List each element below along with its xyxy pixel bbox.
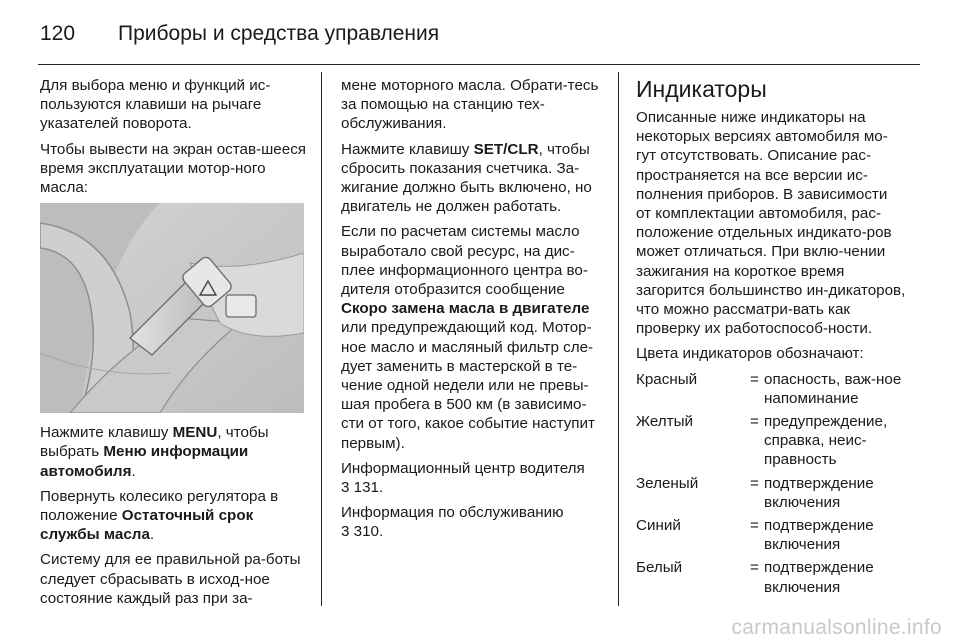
paragraph: Для выбора меню и функций ис-пользуются клавиши на рычаге указателей поворота.: [40, 77, 271, 133]
page-ref-link[interactable]: 3 131.: [341, 479, 384, 497]
paragraph: Нажмите клавишу MENU, чтобы выбрать Меню информации автомобиля.: [40, 424, 269, 480]
page-ref-link[interactable]: 3 310.: [341, 523, 384, 541]
paragraph: Чтобы вывести на экран остав-шееся время эксплуатации мотор-ного масла:: [40, 140, 307, 197]
display-message: Скоро замена масла в двигателе: [341, 300, 590, 318]
column-divider-1: [321, 72, 322, 606]
list-item: Белый = подтверждение включения: [636, 559, 874, 596]
list-item: Синий = подтверждение включения: [636, 517, 874, 554]
stalk-illustration: [40, 203, 304, 413]
key-set-clr: SET/CLR: [473, 140, 539, 158]
chapter-title: Приборы и средства управления: [118, 22, 440, 45]
stalk-button: [226, 295, 256, 317]
column-right: [636, 76, 906, 601]
header-rule: [38, 64, 920, 65]
key-menu: MENU: [172, 424, 218, 442]
column-left: [40, 76, 306, 614]
page-header: [40, 14, 439, 54]
paragraph: Систему для ее правильной ра-боты следует сбрасывать в исход-ное состояние каждый раз при за-: [40, 551, 301, 607]
column-divider-2: [618, 72, 619, 606]
cross-reference: Информация по обслуживанию 3 310.: [341, 504, 564, 541]
watermark: carmanualsonline.info: [731, 616, 942, 639]
column-middle: [341, 76, 605, 548]
paragraph: Описанные ниже индикаторы на некоторых версиях автомобиля мо-гут отсутствовать. Описание рас-пространяется на все версии ис-полнения приборов. В зависимости от комплектации автомобиля, рас-положение отдельных индикато-ров может отличаться. При вклю-чении зажигания на короткое время загорится большинство ин-дикаторов, что можно рассматри-вать как проверку их работоспособ-ности.: [636, 109, 906, 338]
paragraph: Нажмите клавишу SET/CLR, чтобы сбросить показания счетчика. За-жигание должно быть включено, но двигатель не должен работать.: [341, 140, 592, 216]
setting-name: Остаточный срок службы масла: [40, 507, 254, 544]
list-item: Зеленый = подтверждение включения: [636, 474, 874, 511]
list-item: Красный = опасность, важ-ное напоминание: [636, 370, 902, 407]
list-item: Желтый = предупреждение, справка, неис-правность: [636, 413, 888, 469]
indicator-color-list: [636, 370, 906, 597]
menu-name: Меню информации автомобиля: [40, 443, 249, 480]
paragraph: Если по расчетам системы масло выработало свой ресурс, на дис-плее информационного центра во-дителя отобразится сообщение Скоро замена масла в двигателе или предупреждающий код. Мотор-ное масло и масляный фильтр сле-дует заменить в мастерской в те-чение одной недели или не превы-шая пробега в 500 км (в зависимо-сти от того, какое событие наступит первым).: [341, 223, 595, 452]
paragraph: Цвета индикаторов обозначают:: [636, 345, 864, 363]
cross-reference: Информационный центр водителя 3 131.: [341, 459, 585, 497]
paragraph: Повернуть колесико регулятора в положение Остаточный срок службы масла.: [40, 487, 279, 544]
paragraph: мене моторного масла. Обрати-тесь за помощью на станцию тех-обслуживания.: [341, 77, 599, 133]
page-number: 120: [40, 22, 76, 45]
section-heading: Индикаторы: [636, 76, 767, 102]
